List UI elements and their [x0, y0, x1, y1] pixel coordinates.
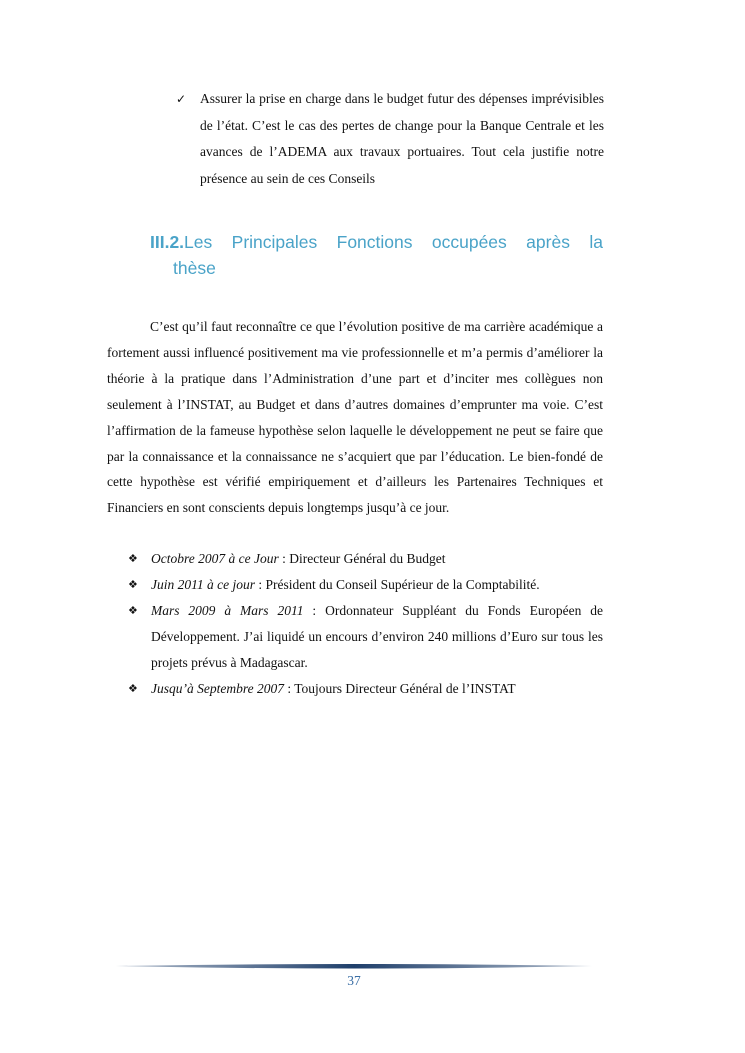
career-separator: :	[254, 576, 266, 592]
section-title-word: la	[589, 232, 603, 252]
career-role: Toujours Directeur Général de l’INSTAT	[294, 680, 516, 696]
section-number: III.2.	[150, 232, 185, 252]
section-heading	[150, 229, 603, 281]
career-separator: :	[283, 680, 295, 696]
section-heading-first	[150, 229, 212, 255]
section-title-word: occupées	[431, 232, 507, 252]
career-separator: :	[278, 551, 290, 566]
career-list	[128, 546, 603, 701]
career-list-item	[128, 546, 603, 572]
career-role: Ordonnateur Suppléant du Fonds Européen de Développement. J’ai liquidé un encours d’environ 240 millions d’Euro sur tous les projets prévus à Madagascar.	[151, 602, 603, 670]
section-title-line2: thèse	[173, 258, 216, 278]
check-list-item	[176, 86, 604, 192]
career-separator: :	[303, 602, 326, 618]
footer-rule	[116, 962, 592, 972]
section-title-word: Principales	[231, 232, 318, 252]
career-role: Directeur Général du Budget	[289, 551, 446, 566]
section-title-word: Fonctions	[336, 232, 413, 252]
career-period: Octobre 2007 à ce Jour	[151, 551, 279, 566]
section-title-word: Les	[184, 232, 213, 252]
diamond-bullet-icon: ❖	[128, 577, 138, 591]
career-period: Juin 2011 à ce jour	[151, 576, 255, 592]
check-list-item-text: Assurer la prise en charge dans le budget futur des dépenses imprévisibles de l’état. C’est le cas des pertes de change pour la Banque Centrale et les avances de l’ADEMA aux travaux portuaires. Tout cela justifie notre présence au sein de ces Conseils	[200, 91, 604, 186]
section-title-word: après	[526, 232, 570, 252]
section-heading-line1	[150, 229, 603, 255]
footer-rule-shape	[116, 964, 592, 969]
diamond-bullet-icon: ❖	[128, 681, 138, 695]
career-list-item	[128, 676, 603, 702]
body-paragraph: C’est qu’il faut reconnaître ce que l’évolution positive de ma carrière académique a fortement aussi influencé positivement ma vie professionnelle et m’a permis d’améliorer la théorie à la pratique dans l’Administration d’une part et d’inciter mes collègues non seulement à l’INSTAT, au Budget et dans d’autres domaines d’emprunter ma voie. C’est l’affirmation de la fameuse hypothèse selon laquelle le développement ne peut se faire que par la connaissance et la connaissance ne s’acquiert que par l’éducation. Le bien-fondé de cette hypothèse est vérifié empiriquement et d’ailleurs les Partenaires Techniques et Financiers en sont conscients depuis longtemps jusqu’à ce jour.	[107, 319, 603, 516]
diamond-bullet-icon: ❖	[128, 603, 138, 617]
career-list-item	[128, 598, 603, 676]
page-number: 37	[347, 973, 361, 988]
career-period: Jusqu’à Septembre 2007	[151, 680, 284, 696]
career-period: Mars 2009 à Mars 2011	[151, 602, 304, 618]
diamond-bullet-icon: ❖	[128, 552, 138, 565]
check-icon: ✓	[176, 92, 187, 106]
career-list-item	[128, 572, 603, 598]
career-role: Président du Conseil Supérieur de la Comptabilité.	[265, 576, 540, 592]
